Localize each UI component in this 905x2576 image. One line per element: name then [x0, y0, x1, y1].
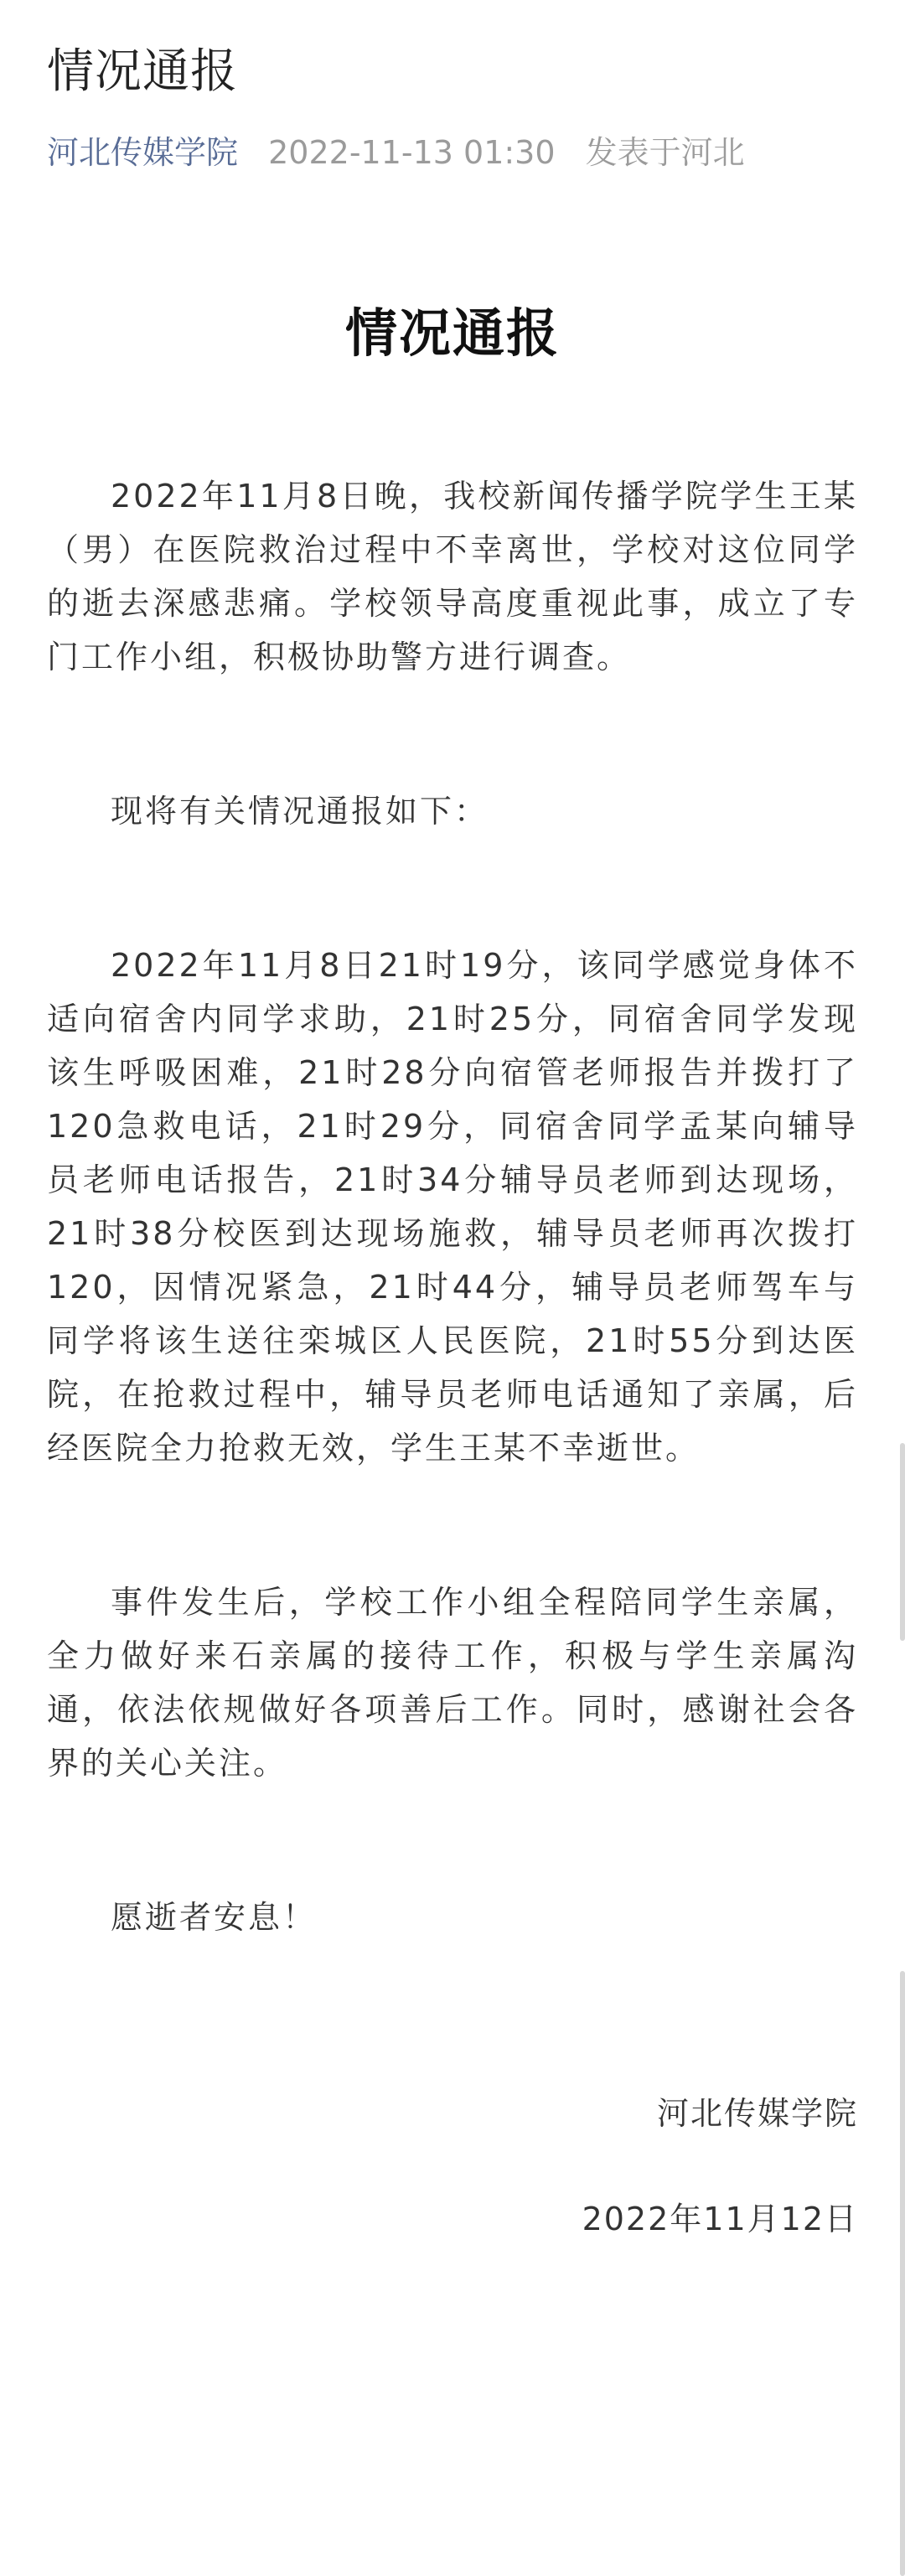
paragraph-intro: 2022年11月8日晚，我校新闻传播学院学生王某（男）在医院救治过程中不幸离世，学校对这位同学的逝去深感悲痛。学校领导高度重视此事，成立了专门工作小组，积极协助警方进行调查。: [47, 478, 858, 675]
scrollbar-thumb[interactable]: [900, 1443, 905, 1641]
signature-block: [47, 2087, 858, 2246]
paragraph-lead-in: 现将有关情况通报如下：: [111, 793, 489, 830]
scrollbar[interactable]: [893, 0, 905, 2576]
article-content: [47, 300, 858, 2246]
article-meta: [47, 131, 858, 174]
article-title: 情况通报: [47, 44, 238, 99]
publish-location: 发表于河北: [585, 134, 745, 171]
signature-org: 河北传媒学院: [656, 2095, 858, 2132]
paragraph-aftermath: 事件发生后，学校工作小组全程陪同学生亲属，全力做好来石亲属的接待工作，积极与学生亲属沟通，依法依规做好各项善后工作。同时，感谢社会各界的关心关注。: [47, 1584, 858, 1782]
notice-heading: 情况通报: [344, 303, 560, 364]
paragraph-timeline: 2022年11月8日21时19分，该同学感觉身体不适向宿舍内同学求助，21时25分，同宿舍同学发现该生呼吸困难，21时28分向宿管老师报告并拨打了120急救电话，21时29分，同宿舍同学孟某向辅导员老师电话报告，21时34分辅导员老师到达现场，21时38分校医到达现场施救，辅导员老师再次拨打120，因情况紧急，21时44分，辅导员老师驾车与同学将该生送往栾城区人民医院，21时55分到达医院，在抢救过程中，辅导员老师电话通知了亲属，后经医院全力抢救无效，学生王某不幸逝世。: [47, 947, 858, 1466]
scrollbar-thumb-lower[interactable]: [900, 1971, 905, 2576]
signature-date: 2022年11月12日: [582, 2201, 858, 2237]
account-name-link[interactable]: 河北传媒学院: [47, 134, 239, 171]
paragraph-condolence: 愿逝者安息！: [111, 1899, 318, 1936]
publish-time: 2022-11-13 01:30: [268, 134, 556, 171]
